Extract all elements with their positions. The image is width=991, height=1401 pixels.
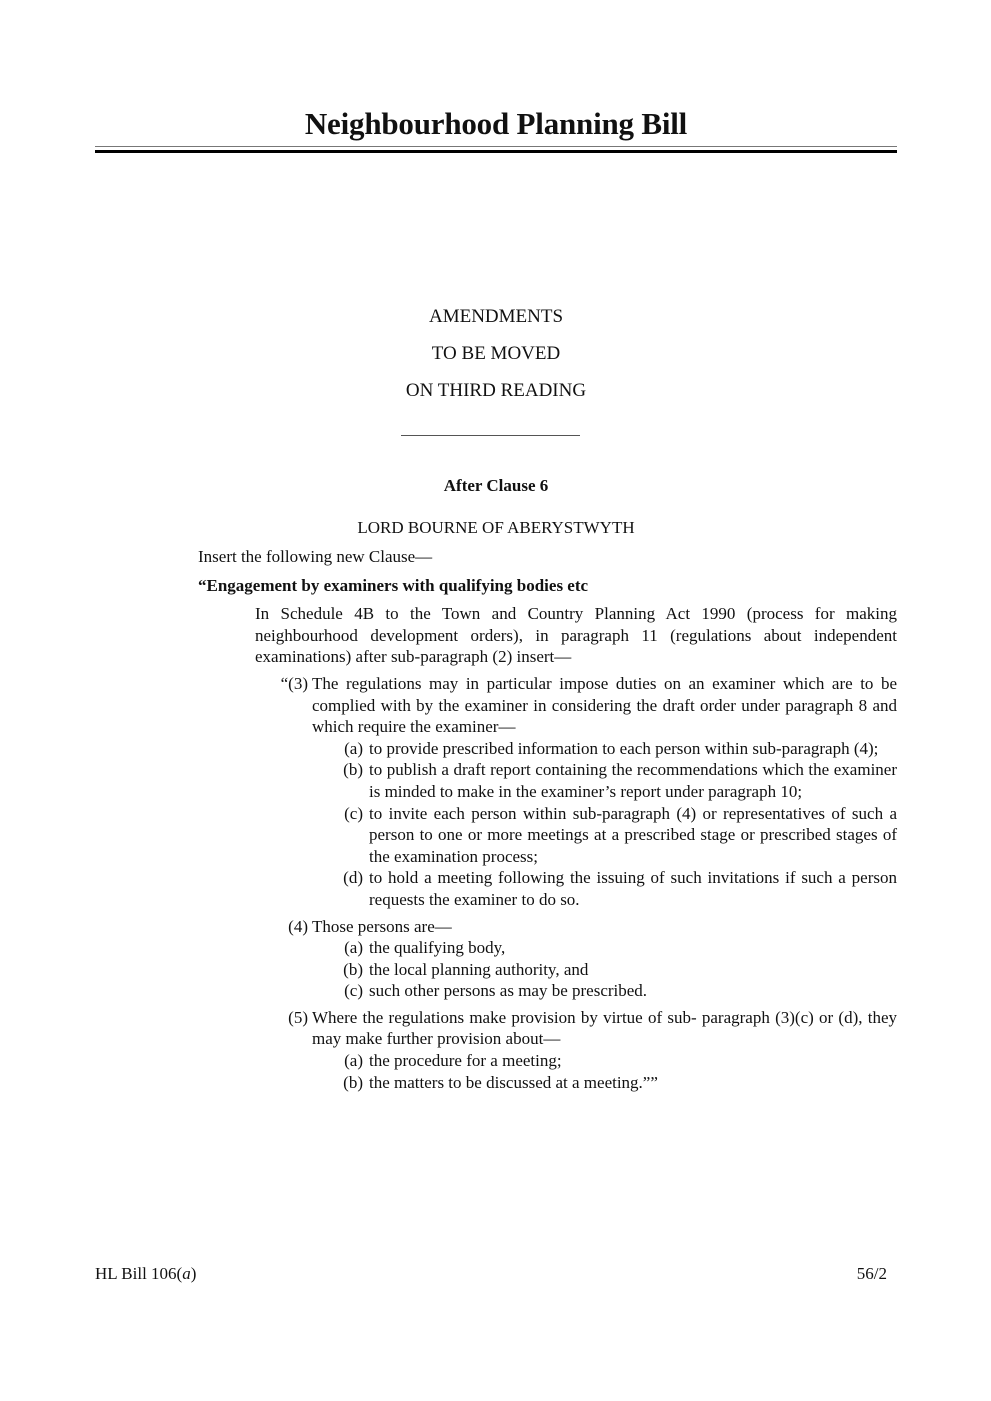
item-text: such other persons as may be prescribed.: [369, 981, 648, 1001]
subparagraph-text: Where the regulations make provision by virtue of sub- paragraph (3)(c) or (d), they may make further provision about—: [312, 1007, 897, 1049]
section-divider: [401, 435, 580, 436]
item-text: the procedure for a meeting;: [369, 1051, 562, 1071]
item-label: (a): [344, 738, 363, 758]
list-item: [344, 1050, 897, 1072]
item-label: (c): [344, 803, 363, 823]
amendment-mover: LORD BOURNE OF ABERYSTWYTH: [357, 518, 635, 537]
item-text: the matters to be discussed at a meeting.””: [369, 1072, 658, 1092]
new-clause-title: “Engagement by examiners with qualifying bodies etc: [198, 575, 589, 595]
list-item: [344, 980, 897, 1002]
heading-line-3: ON THIRD READING: [405, 380, 587, 401]
clause-position-heading: After Clause 6: [443, 476, 549, 495]
item-label: (b): [343, 760, 363, 780]
amendment-body: [198, 546, 897, 1098]
subparagraph-text: The regulations may in particular impose duties on an examiner which are to be complied with by the examiner in considering the draft order under paragraph 8 and which require the examiner—: [312, 673, 897, 737]
item-label: (a): [344, 938, 363, 958]
subparagraph-5: [288, 1007, 897, 1093]
title-rule-thick: [95, 150, 897, 153]
subparagraph-text: Those persons are—: [312, 916, 452, 936]
item-text: the local planning authority, and: [369, 959, 589, 979]
item-text: to hold a meeting following the issuing of such invitations if such a person requests the examiner to do so.: [369, 868, 897, 909]
list-item: [343, 759, 897, 802]
list-item: [343, 1072, 897, 1094]
item-label: (c): [344, 981, 363, 1001]
item-text: to invite each person within sub-paragraph (4) or representatives of such a person to one or more meetings at a prescribed stage or prescribed stages of the examination process;: [369, 803, 897, 866]
title-rule-thin: [95, 146, 897, 147]
bill-ref-prefix: HL Bill 106(: [95, 1264, 183, 1283]
bill-ref-italic: a: [182, 1264, 191, 1283]
bill-ref-suffix: ): [190, 1264, 197, 1283]
item-label: (a): [344, 1051, 363, 1071]
subparagraph-number: (4): [288, 916, 308, 936]
list-item: [344, 937, 897, 959]
list-item: [343, 959, 897, 981]
heading-line-1: AMENDMENTS: [428, 306, 564, 327]
item-text: to publish a draft report containing the recommendations which the examiner is minded to make in the examiner’s report under paragraph 10;: [369, 760, 897, 801]
list-item: [344, 803, 897, 868]
heading-line-2: TO BE MOVED: [431, 343, 561, 364]
list-item: [344, 738, 897, 760]
item-label: (b): [343, 1072, 363, 1092]
subparagraph-3: [280, 673, 897, 911]
item-text: the qualifying body,: [369, 938, 506, 958]
bill-reference: [95, 1263, 196, 1285]
page-reference: 56/2: [856, 1264, 887, 1283]
item-label: (d): [343, 868, 363, 888]
item-text: to provide prescribed information to each person within sub-paragraph (4);: [369, 738, 879, 758]
list-item: [343, 867, 897, 910]
subparagraph-number: (5): [288, 1007, 308, 1027]
subparagraph-number: “(3): [280, 673, 308, 693]
amendment-instruction: Insert the following new Clause—: [198, 547, 433, 566]
page-title: Neighbourhood Planning Bill: [304, 106, 688, 141]
subparagraph-4: [288, 916, 897, 1002]
intro-paragraph: In Schedule 4B to the Town and Country Planning Act 1990 (process for making neighbourhood development orders), in paragraph 11 (regulations about independent examinations) after sub-paragraph (2) insert—: [255, 604, 897, 667]
amendments-heading: [95, 298, 897, 409]
item-label: (b): [343, 959, 363, 979]
